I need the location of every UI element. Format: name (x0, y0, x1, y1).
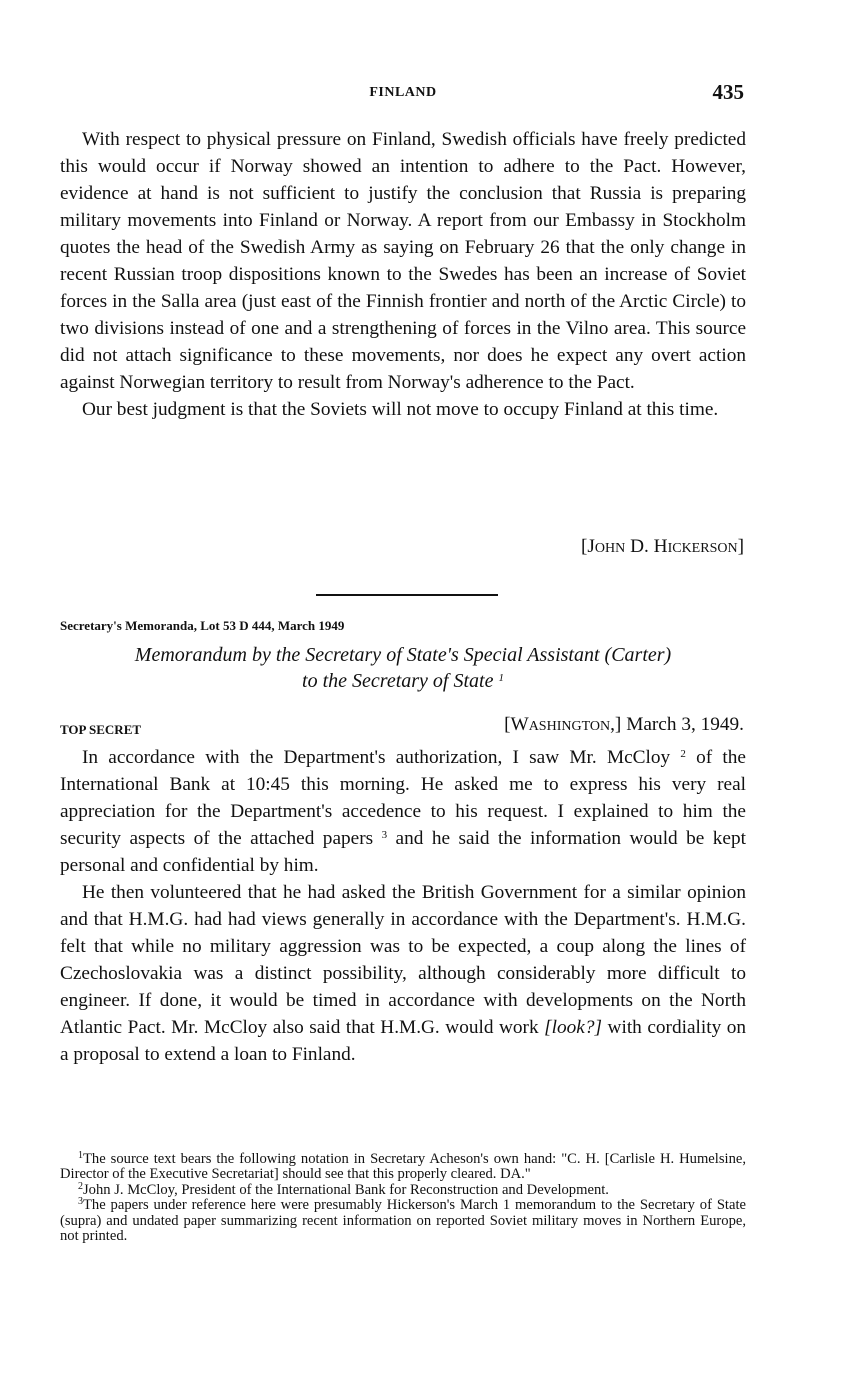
memo-p2-text-a: He then volunteered that he had asked the British Government for a similar opinion and that H.M.G. had had views generally in accordance with the Department's. H.M.G. felt that while no military aggression was to be expected, a coup along the lines of Czechoslovakia was a distinct possibility, although considerably more difficult to engineer. If done, it would be timed in accordance with developments on the North Atlantic Pact. Mr. McCloy also said that H.M.G. would work (60, 882, 746, 1038)
dateline (504, 714, 744, 736)
page-number: 435 (712, 80, 744, 104)
memo-paragraph-2 (60, 879, 746, 1068)
memo-paragraph-1 (60, 744, 746, 879)
section-divider (316, 594, 498, 596)
footnotes (60, 1152, 746, 1244)
page-header (60, 80, 746, 108)
footnote-1-number: 1 (78, 1150, 83, 1161)
memo-p1-text-c: and he said the information would be kept personal and confidential by him. (60, 828, 746, 876)
section1-body (60, 126, 746, 423)
footnote-ref-3: 3 (381, 829, 388, 841)
footnote-2 (60, 1180, 746, 1198)
paragraph-2: Our best judgment is that the Soviets will not move to occupy Finland at this time. (82, 399, 719, 420)
running-head: FINLAND (369, 85, 437, 100)
footnote-3-number: 3 (78, 1196, 83, 1208)
memo-title-text: to the Secretary of State (302, 670, 494, 692)
source-citation: Secretary's Memoranda, Lot 53 D 444, March 1949 (60, 618, 345, 633)
footnote-ref-2: 2 (680, 748, 686, 760)
footnote-3 (60, 1198, 746, 1244)
paragraph-1: With respect to physical pressure on Finland, Swedish officials have freely predicted this would occur if Norway showed an intention to adhere to the Pact. However, evidence at hand is not sufficient to justify the conclusion that Russia is preparing military movements into Finland or Norway. A report from our Embassy in Stockholm quotes the head of the Swedish Army as saying on February 26 that the only change in recent Russian troop dispositions known to the Swedes has been an increase of Soviet forces in the Salla area (just east of the Finnish frontier and north of the Arctic Circle) to two divisions instead of one and a strengthening of forces in the Vilno area. This source did not attach significance to these movements, nor does he expect any overt action against Norwegian territory to result from Norway's adherence to the Pact. (60, 129, 746, 393)
classification-label: TOP SECRET (60, 722, 142, 737)
date: March 3, 1949. (626, 714, 744, 735)
signature: [John D. Hickerson] (581, 536, 744, 557)
memo-p1-text-a: In accordance with the Department's authorization, I saw Mr. McCloy (82, 747, 671, 768)
footnote-3-text: The papers under reference here were presumably Hickerson's March 1 memorandum to the Secretary of State (supra) and undated paper summarizing recent information on reported Soviet military moves in Northern Europe, not printed. (60, 1197, 746, 1245)
memo-title-line-1: Memorandum by the Secretary of State's Special Assistant (Carter) (134, 644, 672, 666)
editorial-insertion: [look?] (544, 1017, 602, 1038)
footnote-2-text: John J. McCloy, President of the International Bank for Reconstruction and Development. (83, 1181, 609, 1198)
memo-title-line-2 (60, 670, 746, 693)
footnote-1-text: The source text bears the following notation in Secretary Acheson's own hand: "C. H. [Carlisle H. Humelsine, Director of the Executive Secretariat] should see that this properly cleared. DA." (60, 1151, 746, 1183)
memo-p1-text-b: of the International Bank at 10:45 this morning. He asked me to express his very real appreciation for the Department's accedence to his request. I explained to him the security aspects of the attached papers (60, 747, 746, 849)
footnote-2-number: 2 (78, 1180, 83, 1192)
footnote-ref-1: 1 (498, 672, 504, 684)
section2-body (60, 744, 746, 1068)
footnote-1 (60, 1152, 746, 1183)
place: [Washington,] (504, 714, 622, 735)
memo-p2-text-b: with cordiality on a proposal to extend a loan to Finland. (60, 1017, 747, 1065)
